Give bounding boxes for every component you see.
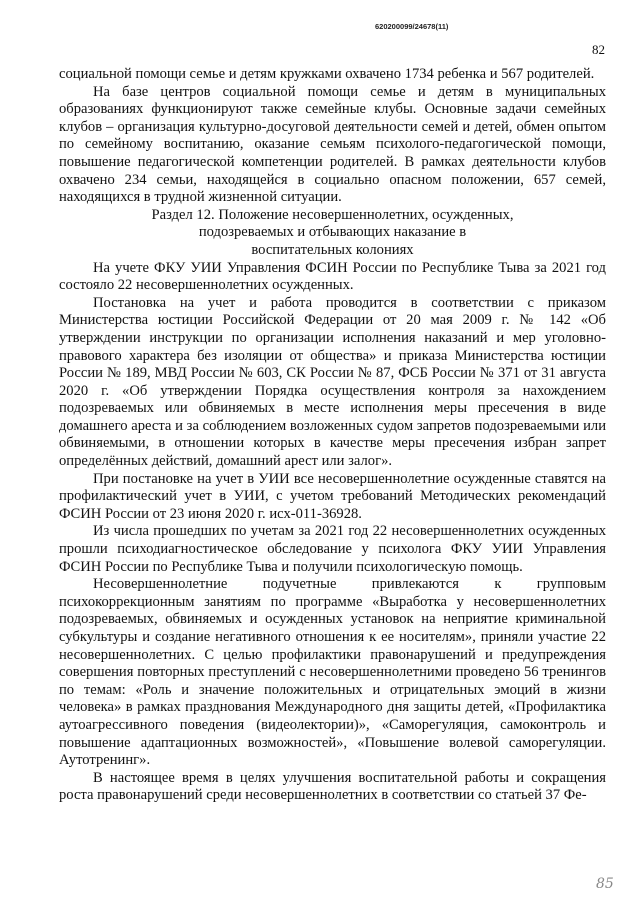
paragraph-8: В настоящее время в целях улучшения воспитательной работы и сокращения роста правонарушений среди несовершеннолетних в соответствии со статьей 37 Фе- (59, 769, 606, 804)
paragraph-1: социальной помощи семье и детям кружками охвачено 1734 ребенка и 567 родителей. (59, 66, 595, 82)
paragraph-3: На учете ФКУ УИИ Управления ФСИН России по Республике Тыва за 2021 год состояло 22 несовершеннолетних осужденных. (59, 259, 606, 294)
document-body (59, 66, 606, 805)
section-title-line-1: Раздел 12. Положение несовершеннолетних, осужденных, (151, 206, 514, 223)
page-number: 82 (592, 42, 605, 57)
section-title-line-2: подозреваемых и отбывающих наказание в (198, 224, 467, 241)
document-number: 620200099/24678(11) (375, 22, 449, 31)
paragraph-6: Из числа прошедших по учетам за 2021 год 22 несовершеннолетних осужденных прошли психодиагностическое обследование у психолога ФКУ УИИ Управления ФСИН России по Республике Тыва и получили психологическую помощь. (59, 523, 606, 575)
section-title (59, 207, 606, 260)
paragraph-7: Несовершеннолетние подучетные привлекаются к групповым психокоррекционным занятиям по программе «Выработка у несовершеннолетних подозреваемых, обвиняемых и осужденных установок на неприятие криминальной субкультуры и создание негативного отношения к ее носителям», приняли участие 22 несовершеннолетних. С целью профилактики правонарушений и предупреждения совершения повторных преступлений с несовершеннолетними проведено 56 тренингов по темам: «Роль и значение положительных и отрицательных эмоций в жизни человека» в рамках празднования Международного дня защиты детей, «Профилактика аутоагрессивного поведения (видеолектории)», «Саморегуляция, самоконтроль и повышение адаптационных возможностей», «Повышение волевой саморегуляции. Аутотренинг». (59, 576, 606, 769)
paragraph-2: На базе центров социальной помощи семье и детям в муниципальных образованиях функционируют также семейные клубы. Основные задачи семейных клубов – организация культурно-досуговой деятельности семей и детей, обмен опытом по семейному воспитанию, оказание семьям психолого-педагогической помощи, повышение педагогической компетенции родителей. В рамках деятельности клубов охвачено 234 семьи, находящейся в социально опасном положении, 657 семей, находящихся в трудной жизненной ситуации. (59, 83, 606, 206)
paragraph-4: Постановка на учет и работа проводится в соответствии с приказом Министерства юстиции Российской Федерации от 20 мая 2009 г. № 142 «Об утверждении инструкции по организации исполнения наказаний и мер уголовно-правового характера без изоляции от общества» и приказа Министерства юстиции России № 189, МВД России № 603, СК России № 87, ФСБ России № 371 от 31 августа 2020 г. «Об утверждении Порядка осуществления контроля за нахождением подозреваемых или обвиняемых в месте исполнения меры пресечения в виде домашнего ареста и за соблюдением возложенных судом запретов подозреваемыми или обвиняемыми, в отношении которых в качестве меры пресечения избран запрет определённых действий, домашний арест или залог». (59, 294, 606, 470)
section-title-line-3: воспитательных колониях (251, 241, 414, 258)
handwritten-page-mark: 85 (596, 876, 614, 892)
paragraph-5: При постановке на учет в УИИ все несовершеннолетние осужденные ставятся на профилактический учет в УИИ, с учетом требований Методических рекомендаций ФСИН России от 23 июня 2020 г. исх-011-36928. (59, 470, 606, 522)
